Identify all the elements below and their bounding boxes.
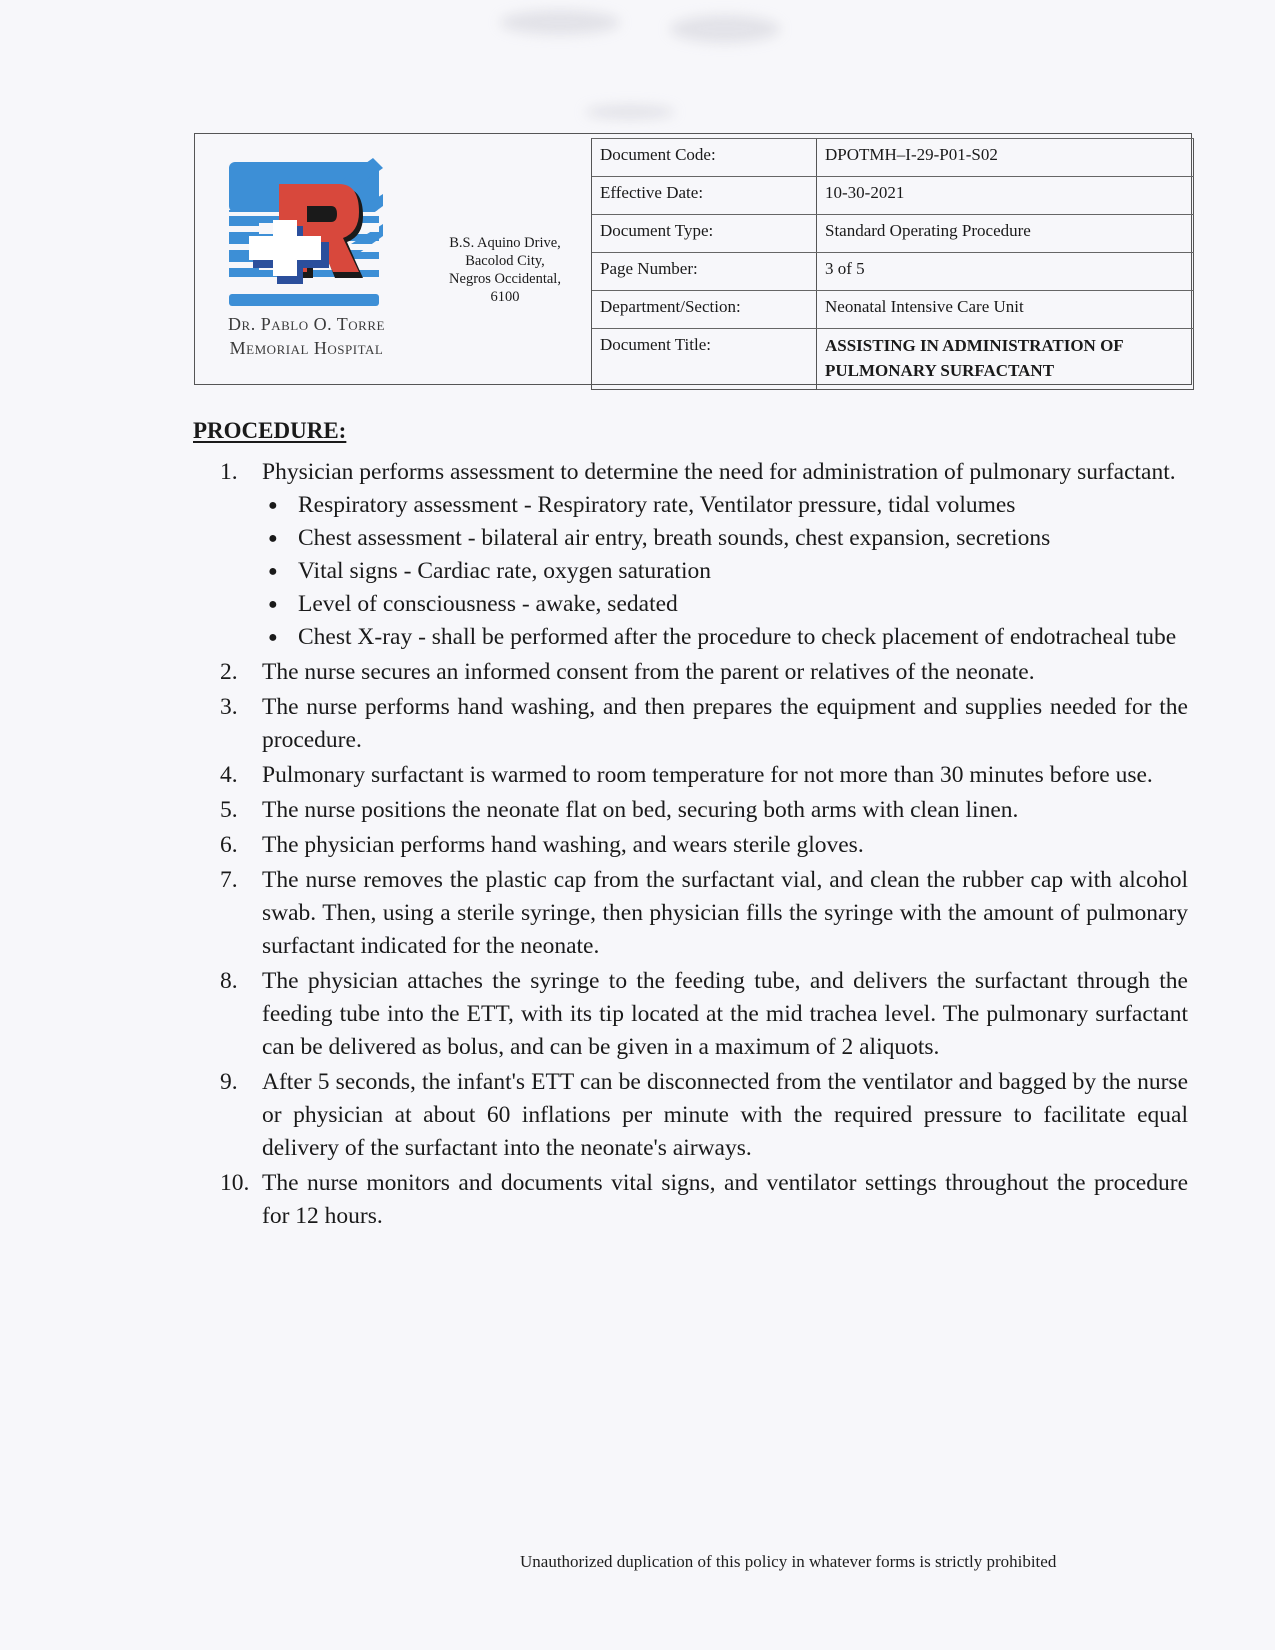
procedure-step	[220, 759, 1188, 792]
step-number: 3.	[220, 694, 238, 720]
meta-label: Page Number:	[592, 253, 817, 290]
procedure-step	[220, 829, 1188, 862]
procedure-step	[220, 1066, 1188, 1165]
procedure-step	[220, 456, 1188, 654]
assessment-sublist	[262, 489, 1188, 654]
procedure-step	[220, 965, 1188, 1064]
hospital-name: Dr. Pablo O. Torre Memorial Hospital	[228, 314, 385, 358]
procedure-step	[220, 864, 1188, 963]
procedure-step	[220, 691, 1188, 757]
step-number: 7.	[220, 867, 238, 893]
step-number: 10.	[220, 1170, 250, 1196]
meta-value: 3 of 5	[817, 253, 1194, 290]
meta-row-effective-date	[592, 177, 1194, 215]
step-number: 4.	[220, 762, 238, 788]
hospital-logo-icon	[223, 154, 393, 314]
scan-smudge	[500, 10, 620, 35]
step-number: 9.	[220, 1069, 238, 1095]
step-text: The nurse positions the neonate flat on bed, securing both arms with clean linen.	[262, 797, 1019, 823]
meta-value: Neonatal Intensive Care Unit	[817, 291, 1194, 328]
hospital-address: B.S. Aquino Drive, Bacolod City, Negros Occidental, 6100	[449, 235, 561, 305]
procedure-heading: PROCEDURE:	[193, 418, 347, 443]
document-meta-table	[591, 138, 1194, 390]
logo-cell	[195, 134, 430, 384]
meta-value: 10-30-2021	[817, 177, 1194, 214]
step-number: 8.	[220, 968, 238, 994]
meta-label: Document Code:	[592, 139, 817, 176]
step-text: The physician attaches the syringe to the feeding tube, and delivers the surfactant through the feeding tube into the ETT, with its tip located at the mid trachea level. The pulmonary surfactant can be delivered as bolus, and can be given in a maximum of 2 aliquots.	[262, 968, 1188, 1060]
bullet-icon: ●	[268, 596, 278, 613]
document-header	[194, 133, 1192, 385]
meta-label: Document Title:	[592, 329, 817, 389]
duplication-notice: Unauthorized duplication of this policy in whatever forms is strictly prohibited	[520, 1552, 1057, 1571]
bullet-icon: ●	[268, 563, 278, 580]
step-text: The nurse removes the plastic cap from the surfactant vial, and clean the rubber cap with alcohol swab. Then, using a sterile syringe, then physician fills the syringe with the amount of pulmonary surfactant indicated for the neonate.	[262, 867, 1188, 959]
bullet-icon: ●	[268, 629, 278, 646]
meta-row-document-title	[592, 329, 1194, 390]
step-number: 6.	[220, 832, 238, 858]
step-text: Pulmonary surfactant is warmed to room temperature for not more than 30 minutes before use.	[262, 762, 1153, 788]
meta-row-document-type	[592, 215, 1194, 253]
step-number: 5.	[220, 797, 238, 823]
scan-smudge	[670, 15, 780, 43]
procedure-list	[220, 456, 1188, 1235]
step-number: 2.	[220, 659, 238, 685]
bullet-icon: ●	[268, 497, 278, 514]
meta-row-department	[592, 291, 1194, 329]
step-text: After 5 seconds, the infant's ETT can be disconnected from the ventilator and bagged by the nurse or physician at about 60 inflations per minute with the required pressure to facilitate equal delivery of the surfactant into the neonate's airways.	[262, 1069, 1188, 1161]
sub-item: ● Respiratory assessment - Respiratory rate, Ventilator pressure, tidal volumes	[262, 489, 1188, 522]
sub-item: ● Level of consciousness - awake, sedated	[262, 588, 1188, 621]
step-number: 1.	[220, 459, 238, 485]
step-text: The nurse performs hand washing, and then prepares the equipment and supplies needed for the procedure.	[262, 694, 1188, 753]
sub-item: ● Chest assessment - bilateral air entry, breath sounds, chest expansion, secretions	[262, 522, 1188, 555]
sub-item: ● Vital signs - Cardiac rate, oxygen saturation	[262, 555, 1188, 588]
meta-row-document-code	[592, 139, 1194, 177]
document-title: ASSISTING IN ADMINISTRATION OF PULMONARY SURFACTANT	[817, 329, 1194, 389]
meta-label: Effective Date:	[592, 177, 817, 214]
meta-label: Department/Section:	[592, 291, 817, 328]
step-text: The nurse secures an informed consent from the parent or relatives of the neonate.	[262, 659, 1035, 685]
bullet-icon: ●	[268, 530, 278, 547]
procedure-step	[220, 794, 1188, 827]
meta-value: DPOTMH–I-29-P01-S02	[817, 139, 1194, 176]
scan-smudge	[585, 105, 675, 119]
sub-item: ● Chest X-ray - shall be performed after the procedure to check placement of endotracheal tube	[262, 621, 1188, 654]
meta-row-page-number	[592, 253, 1194, 291]
procedure-step	[220, 656, 1188, 689]
procedure-step	[220, 1167, 1188, 1233]
step-text: The nurse monitors and documents vital signs, and ventilator settings throughout the procedure for 12 hours.	[262, 1170, 1188, 1229]
step-text: Physician performs assessment to determine the need for administration of pulmonary surfactant.	[262, 459, 1176, 485]
step-text: The physician performs hand washing, and wears sterile gloves.	[262, 832, 864, 858]
meta-value: Standard Operating Procedure	[817, 215, 1194, 252]
meta-label: Document Type:	[592, 215, 817, 252]
